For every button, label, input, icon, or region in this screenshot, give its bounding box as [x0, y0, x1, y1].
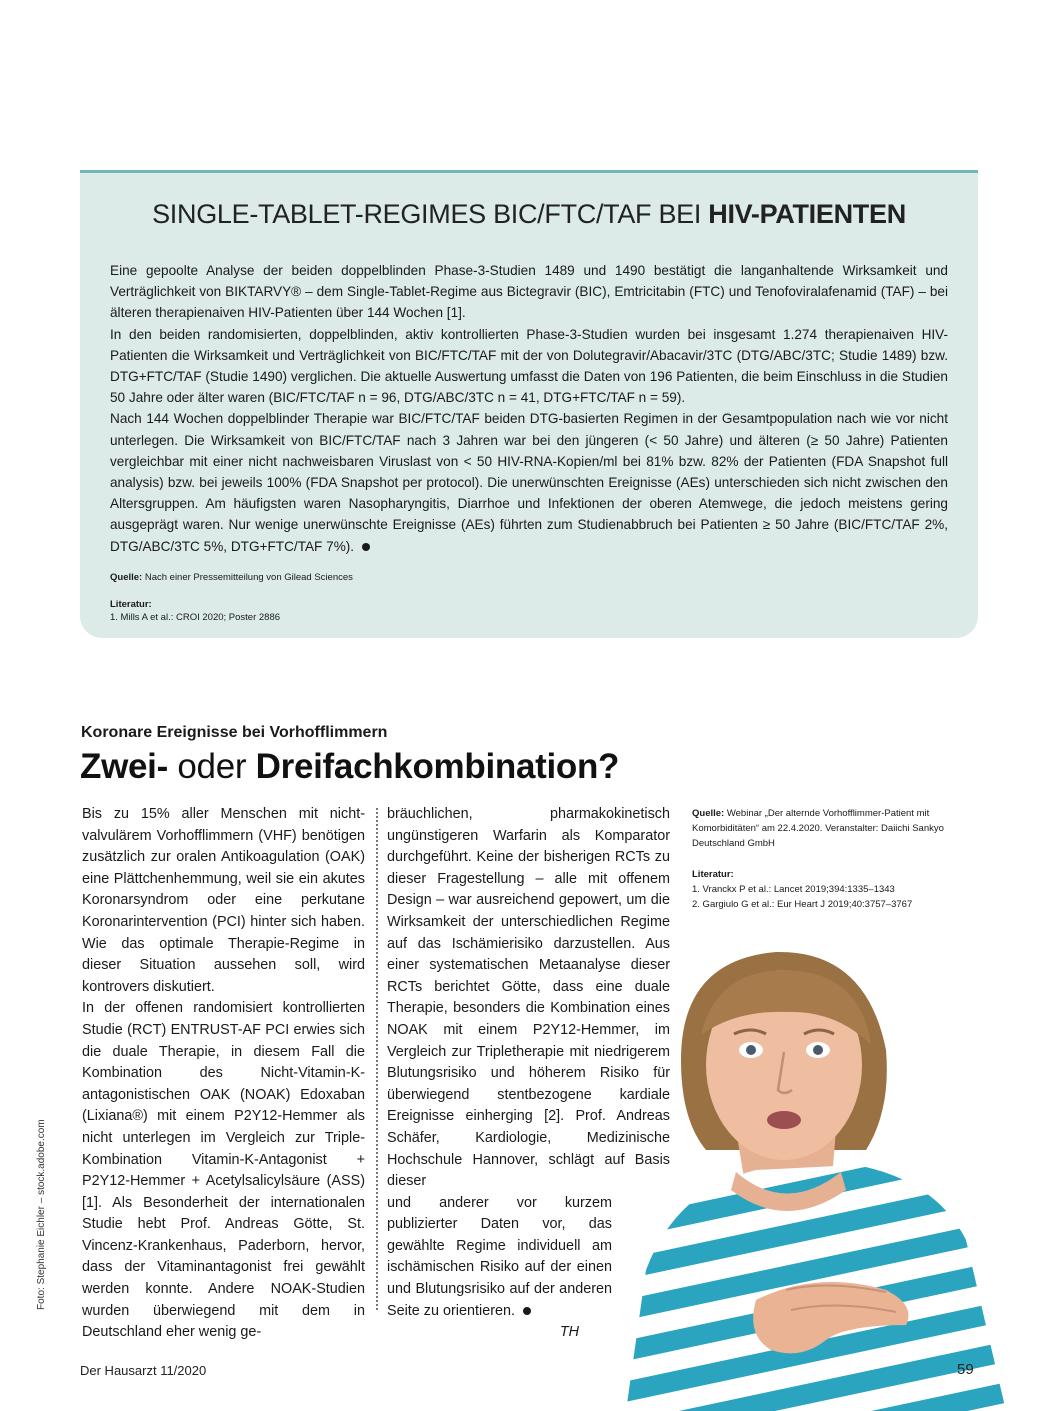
article-literature-label: Literatur:	[692, 869, 734, 880]
footer-publication: Der Hausarzt 11/2020	[80, 1363, 207, 1378]
author-signature: TH	[559, 1324, 579, 1341]
headline-bold-2: Dreifachkombination?	[255, 747, 620, 786]
box-paragraph-text: Nach 144 Wochen doppelblinder Therapie war BIC/FTC/TAF beiden DTG-basierten Regimen in der Gesamtpopulation nach wie vor nicht unterlegen. Die Wirksamkeit von BIC/FTC/TAF nach 3 Jahren war bei den jüngeren (< 50 Jahre) und älteren (≥ 50 Jahre) Patienten vergleichbar mit einer nicht nachweisbaren Viruslast von < 50 HIV-RNA-Kopien/ml bei 81% bzw. 82% der Patienten (FDA Snapshot full analysis) bzw. bei jeweils 100% (FDA Snapshot per protocol). Die unerwünschten Ereignisse (AEs) unterschieden sich nicht zwischen den Altersgruppen. Am häufigsten waren Nasopharyngitis, Diarrhoe und Infektionen der oberen Atemwege, die jedoch meistens gering ausgeprägt waren. Nur wenige unerwünschte Ereignisse (AEs) führten zum Studienabbruch bei Patienten ≥ 50 Jahre (BIC/FTC/TAF 2%, DTG/ABC/3TC 5%, DTG+FTC/TAF 7%).	[110, 411, 948, 554]
box-literature-item: 1. Mills A et al.: CROI 2020; Poster 2886	[110, 611, 281, 623]
box-paragraph: Eine gepoolte Analyse der beiden doppelblinden Phase-3-Studien 1489 und 1490 bestätigt die langanhaltende Wirksamkeit und Verträglichkeit von BIKTARVY® – dem Single-Tablet-Regime aus Bictegravir (BIC), Emtricitabin (FTC) und Tenofoviralafenamid (TAF) – bei älteren therapienaiven HIV-Patienten über 144 Wochen [1].	[110, 263, 948, 321]
box-paragraph: In den beiden randomisierten, doppelblinden, aktiv kontrollierten Phase-3-Studien wurden bei insgesamt 1.274 therapienaiven HIV-Patienten die Wirksamkeit und Verträglichkeit von BIC/FTC/TAF mit der von Dolutegravir/Abacavir/3TC (DTG/ABC/3TC; Studie 1489) bzw. DTG+FTC/TAF (Studie 1490) verglichen. Die aktuelle Auswertung umfasst die Daten von 196 Patienten, die beim Einschluss in die Studien 50 Jahre oder älter waren (BIC/FTC/TAF n = 96, DTG/ABC/3TC n = 41, DTG+FTC/TAF n = 59).	[110, 326, 948, 406]
box-source-label: Quelle:	[110, 571, 143, 583]
article-references	[692, 806, 982, 912]
box-title-regular: SINGLE-TABLET-REGIMES BIC/FTC/TAF BEI	[152, 199, 702, 229]
article-paragraph-text: und anderer vor kurzem publizierter Daten vor, das gewählte Regime individuell am ischämischen Risiko auf der einen und Blutungsrisiko auf der anderen Seite zu orientieren.	[387, 1194, 612, 1319]
literature-item: 2. Gargiulo G et al.: Eur Heart J 2019;40:3757–3767	[692, 899, 913, 910]
box-paragraph	[110, 408, 948, 556]
article-kicker: Koronare Ereignisse bei Vorhofflimmern	[81, 724, 388, 741]
article-paragraph: Bis zu 15% aller Menschen mit nicht-valvulärem Vorhofflimmern (VHF) benötigen zusätzlich zur oralen Antikoagulation (OAK) eine Plättchenhemmung, weil sie ein akutes Koronarsyndrom oder eine perkutane Koronarintervention (PCI) hinter sich haben. Wie das optimale Therapie-Regime in dieser Situation aussehen soll, wird kontrovers diskutiert.	[82, 806, 365, 995]
article-paragraph	[387, 1193, 612, 1323]
literature-item: 1. Vranckx P et al.: Lancet 2019;394:1335–1343	[692, 884, 895, 895]
box-source-text: Nach einer Pressemitteilung von Gilead Sciences	[144, 571, 353, 583]
page-number: 59	[957, 1361, 974, 1378]
photo-credit: Foto: Stephanie Eichler – stock.adobe.com	[36, 1119, 47, 1310]
box-body	[110, 260, 948, 557]
article-column-1	[82, 804, 365, 1344]
headline-light: oder	[167, 747, 256, 786]
article-source-text: Webinar „Der alternde Vorhofflimmer-Patient mit Komorbiditäten“ am 22.4.2020. Veranstalter: Daiichi Sankyo Deutschland GmbH	[692, 808, 944, 849]
box-literature	[110, 598, 948, 624]
end-mark-icon	[362, 543, 370, 551]
headline-bold-1: Zwei-	[80, 747, 168, 786]
box-title	[110, 198, 948, 230]
article-headline	[80, 743, 619, 791]
box-source	[110, 571, 948, 584]
box-title-bold: HIV-PATIENTEN	[708, 199, 906, 229]
column-divider	[376, 808, 378, 1310]
article-source-label: Quelle:	[692, 808, 725, 819]
box-literature-label: Literatur:	[110, 598, 152, 610]
info-box	[80, 170, 978, 638]
woman-chest-pain-photo	[586, 940, 1022, 1411]
article-paragraph: In der offenen randomisiert kontrollierten Studie (RCT) ENTRUST-AF PCI erwies sich die duale Therapie, in diesem Fall die Kombination des Nicht-Vitamin-K-antagonistischen OAK (NOAK) Edoxaban (Lixiana®) mit einem P2Y12-Hemmer als nicht unterlegen im Vergleich zur Triple-Kombination Vitamin-K-Antagonist + P2Y12-Hemmer + Acetylsalicylsäure (ASS) [1]. Als Besonderheit der internationalen Studie hebt Prof. Andreas Götte, St. Vincenz-Krankenhaus, Paderborn, hervor, dass der Vitaminantagonist frei gewählt werden konnte. Andere NOAK-Studien wurden überwiegend mit dem in Deutschland eher wenig ge-	[82, 1000, 365, 1341]
end-mark-icon	[523, 1307, 531, 1315]
article-paragraph: bräuchlichen, pharmakokinetisch ungünstigeren Warfarin als Komparator durchgeführt. Keine der bisherigen RCTs zu dieser Fragestellung – alle mit offenem Design – war ausreichend gepowert, um die Wirksamkeit der unterschiedlichen Regime auf das Ischämierisiko darzustellen. Aus einer systematischen Metaanalyse dieser RCTs berichtet Götte, dass eine duale Therapie, besonders die Kombination eines NOAK mit einem P2Y12-Hemmer, im Vergleich zur Tripletherapie mit niedrigerem Blutungsrisiko und höherem Risiko für überwiegend stentbezogene kardiale Ereignisse einherging [2]. Prof. Andreas Schäfer, Kardiologie, Medizinische Hochschule Hannover, schlägt auf Basis dieser	[387, 806, 670, 1190]
